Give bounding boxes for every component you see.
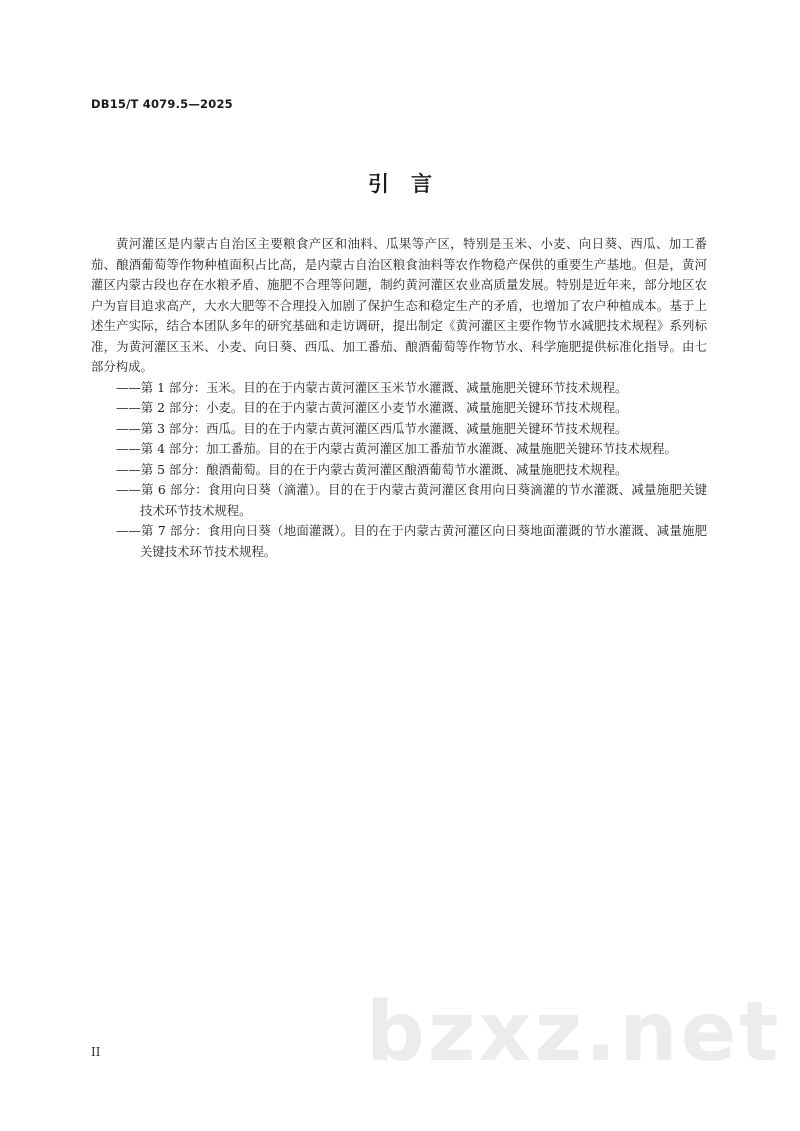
part-item-6: ——第 6 部分：食用向日葵（滴灌）。目的在于内蒙古黄河灌区食用向日葵滴灌的节水灌溉、减量施肥关键技术环节技术规程。: [116, 482, 707, 518]
part-item-2: ——第 2 部分：小麦。目的在于内蒙古黄河灌区小麦节水灌溉、减量施肥关键环节技术规程。: [116, 400, 628, 415]
part-item-4: ——第 4 部分：加工番茄。目的在于内蒙古黄河灌区加工番茄节水灌溉、减量施肥关键环节技术规程。: [116, 441, 677, 456]
part-item-1: ——第 1 部分：玉米。目的在于内蒙古黄河灌区玉米节水灌溉、减量施肥关键环节技术规程。: [116, 379, 628, 395]
section-title: [0, 168, 800, 198]
watermark: bzxz.net: [366, 985, 782, 1080]
document-code: DB15/T 4079.5—2025: [91, 97, 233, 111]
section-title-text: 引言: [368, 172, 454, 196]
document-body: [91, 234, 707, 562]
page-number: II: [91, 1045, 101, 1059]
part-item-3: ——第 3 部分：西瓜。目的在于内蒙古黄河灌区西瓜节水灌溉、减量施肥关键环节技术规程。: [116, 420, 628, 436]
part-item-7: ——第 7 部分：食用向日葵（地面灌溉）。目的在于内蒙古黄河灌区向日葵地面灌溉的节水灌溉、减量施肥关键技术环节技术规程。: [116, 523, 707, 559]
parts-list: [91, 378, 707, 563]
part-item-5: ——第 5 部分：酿酒葡萄。目的在于内蒙古黄河灌区酿酒葡萄节水灌溉、减量施肥技术规程。: [116, 461, 628, 477]
intro-paragraph: 黄河灌区是内蒙古自治区主要粮食产区和油料、瓜果等产区，特别是玉米、小麦、向日葵、西瓜、加工番茄、酿酒葡萄等作物种植面积占比高，是内蒙古自治区粮食油料等农作物稳产保供的重要生产基地。但是，黄河灌区内蒙古段也存在水粮矛盾、施肥不合理等问题，制约黄河灌区农业高质量发展。特别是近年来，部分地区农户为盲目追求高产，大水大肥等不合理投入加剧了保护生态和稳定生产的矛盾，也增加了农户种植成本。基于上述生产实际，结合本团队多年的研究基础和走访调研，提出制定《黄河灌区主要作物节水减肥技术规程》系列标准，为黄河灌区玉米、小麦、向日葵、西瓜、加工番茄、酿酒葡萄等作物节水、科学施肥提供标准化指导。由七部分构成。: [91, 236, 707, 374]
